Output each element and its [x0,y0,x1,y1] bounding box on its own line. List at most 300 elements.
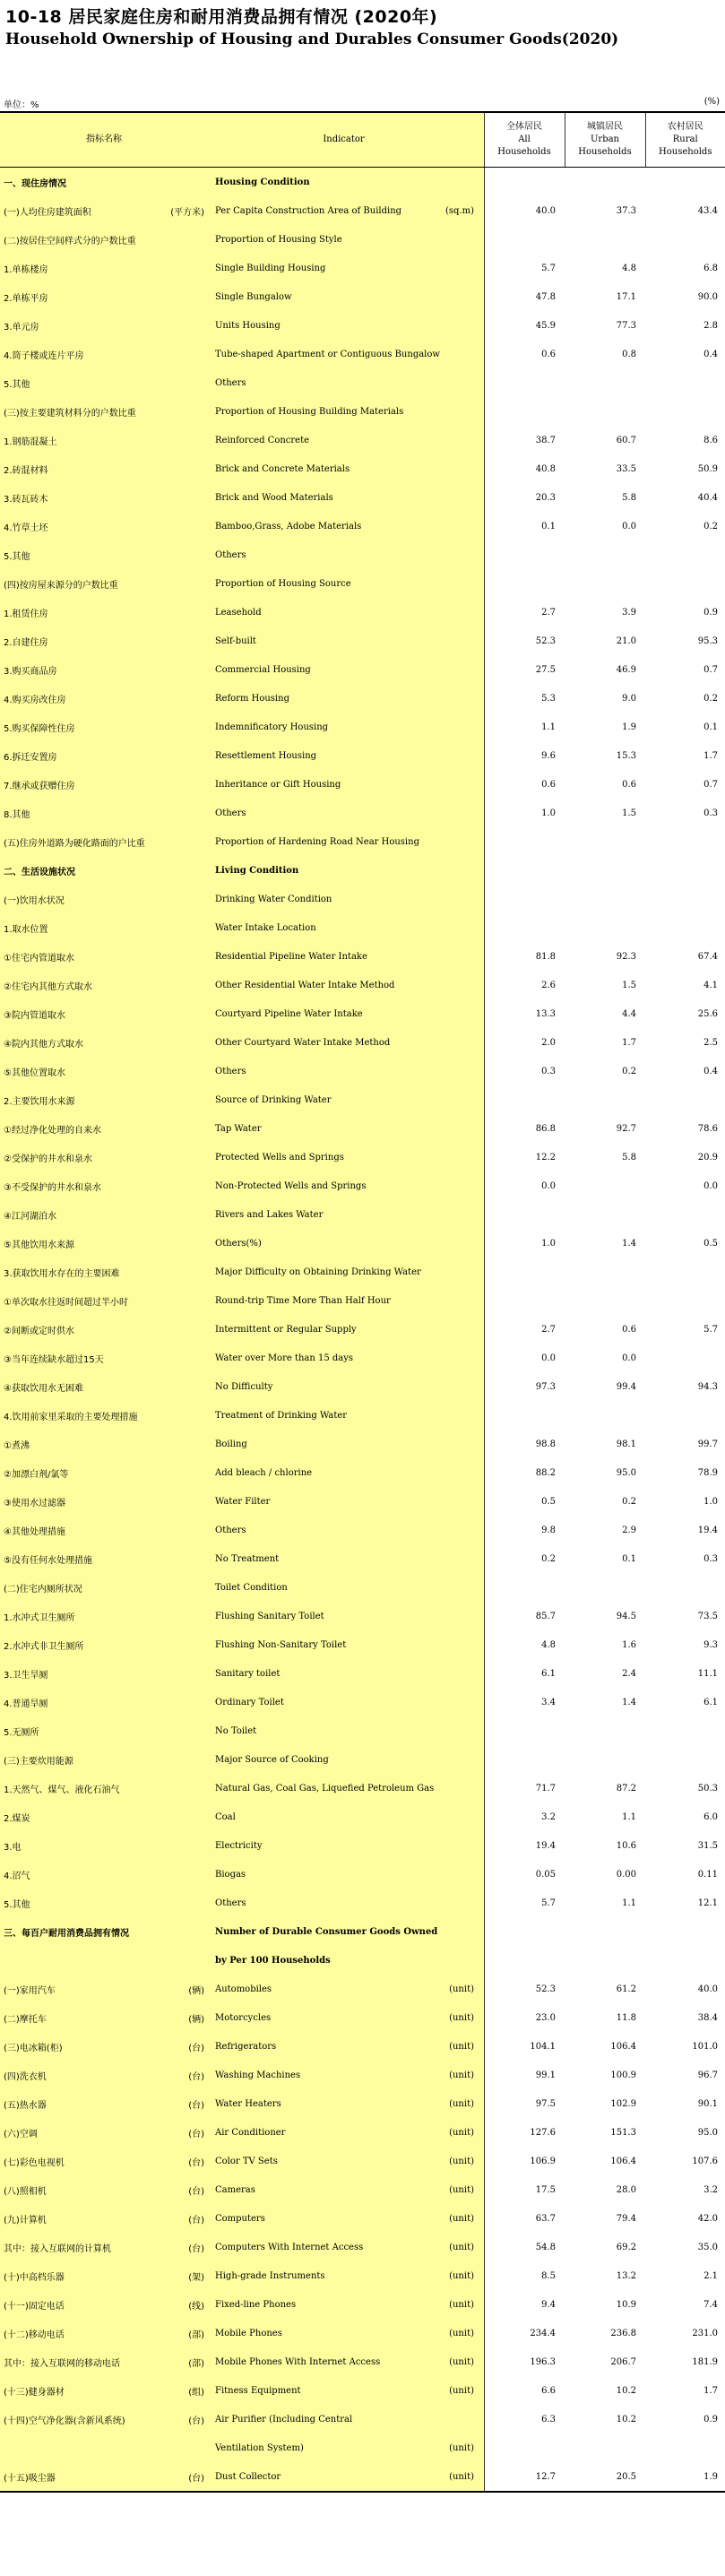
value-all-households: 19.4 [535,1840,556,1851]
value-rural-households: 101.0 [692,2041,718,2052]
indicator-name-en [208,1802,479,1831]
value-all-households: 0.3 [541,1066,556,1076]
indicator-name-en [208,2118,479,2147]
value-urban-households: 13.2 [616,2270,636,2281]
indicator-name-en-text: Single Bungalow [215,291,292,302]
indicator-name-cn [0,196,208,225]
value-rural-households: 8.6 [703,435,718,445]
indicator-name-cn [0,168,208,197]
table-row [0,1889,725,1917]
indicator-name-cn-text: 1.单栋楼房 [4,264,48,275]
indicator-name-en [208,168,479,197]
indicator-name-en-text: Dust Collector [215,2471,281,2482]
indicator-name-en-text: Bamboo,Grass, Adobe Materials [215,521,362,532]
value-urban-households [565,225,645,254]
indicator-name-cn-text: (二)摩托车 [4,2014,47,2025]
indicator-name-cn [0,885,208,913]
indicator-name-cn [0,942,208,971]
table-row [0,655,725,684]
indicator-unit-cn: (台) [188,2071,204,2082]
value-urban-households: 0.1 [622,1553,636,1564]
indicator-name-cn-text: (十三)健身器材 [4,2387,65,2398]
value-rural-households: 0.3 [703,1553,718,1564]
indicator-name-en-text: Others [215,1525,246,1535]
unit-label-right: (%) [703,97,720,107]
table-row [0,569,725,598]
table-row [0,2376,725,2405]
table-row [0,827,725,856]
table-row [0,627,725,655]
table-row [0,684,725,713]
value-all-households: 47.8 [535,291,556,302]
value-rural-households: 7.4 [703,2299,718,2310]
value-all-households [484,1085,565,1114]
value-rural-households: 0.0 [703,1180,718,1191]
value-rural-households: 19.4 [697,1525,718,1535]
header-urban-en1: Urban [590,134,619,144]
indicator-name-en-text: Per Capita Construction Area of Building [215,205,402,216]
indicator-name-cn-text: 4.沼气 [4,1871,30,1881]
indicator-name-cn-text: 2.砖混材料 [4,465,48,476]
indicator-name-en [208,512,479,540]
header-name-en: Indicator [208,112,479,168]
indicator-name-en-text: Cameras [215,2184,255,2195]
value-urban-households: 0.2 [622,1496,636,1507]
value-rural-households: 50.3 [697,1783,718,1794]
indicator-name-cn [0,1085,208,1114]
indicator-name-cn-text: ④获取饮用水无困难 [4,1383,83,1394]
indicator-name-cn [0,2405,208,2433]
value-urban-households: 4.8 [622,263,636,273]
value-rural-households: 90.0 [697,291,718,302]
value-all-households: 13.3 [535,1008,556,1019]
indicator-name-cn [0,1057,208,1085]
indicator-unit-en: (unit) [449,2385,474,2396]
indicator-name-cn-text: 4.筒子楼或连片平房 [4,350,84,361]
value-urban-households [565,1716,645,1745]
indicator-name-en [208,1774,479,1802]
indicator-name-cn [0,627,208,655]
indicator-name-en [208,397,479,426]
value-urban-households: 69.2 [616,2242,636,2252]
indicator-name-en-text: Fixed-line Phones [215,2299,297,2310]
table-row [0,2089,725,2118]
value-urban-households: 28.0 [616,2184,636,2195]
indicator-name-cn-text: 3.获取饮用水存在的主要困难 [4,1268,120,1279]
header-rural-cn: 农村居民 [667,122,703,132]
indicator-name-en-text: Water over More than 15 days [215,1353,354,1363]
indicator-name-en-text: Others [215,377,246,388]
indicator-name-cn [0,426,208,454]
value-rural-households: 90.1 [697,2098,718,2109]
indicator-name-en [208,311,479,340]
value-urban-households [565,168,645,197]
table-row [0,1544,725,1573]
indicator-name-cn [0,1487,208,1516]
indicator-name-cn-text: (四)洗衣机 [4,2071,47,2082]
indicator-name-en-text: Reform Housing [215,693,289,704]
indicator-name-en [208,1516,479,1544]
indicator-name-en [208,1630,479,1659]
value-urban-households [565,913,645,942]
indicator-name-en [208,483,479,512]
table-row [0,2175,725,2204]
indicator-unit-en: (unit) [449,2242,474,2252]
value-rural-households [645,1200,725,1229]
value-urban-households [565,1286,645,1315]
value-all-households: 0.6 [541,349,556,359]
value-all-households: 20.3 [535,492,556,503]
value-urban-households: 99.4 [616,1381,636,1392]
value-rural-households [645,885,725,913]
indicator-name-cn [0,2032,208,2061]
value-urban-households: 15.3 [616,750,636,761]
value-rural-households: 38.4 [697,2012,718,2023]
indicator-name-cn-text: 3.砖瓦砖木 [4,494,48,505]
value-urban-households [565,856,645,885]
indicator-unit-en: (unit) [449,2127,474,2138]
indicator-name-cn-text: 4.普通旱厕 [4,1699,48,1709]
indicator-name-cn-text: 2.自建住房 [4,637,48,648]
value-all-households [484,856,565,885]
indicator-name-en [208,2347,479,2376]
indicator-name-cn [0,2261,208,2290]
indicator-name-cn-text: (二)住宅内厕所状况 [4,1584,82,1595]
value-all-households: 2.6 [541,980,556,990]
indicator-name-en-text: Indemnificatory Housing [215,722,329,732]
indicator-name-cn-text: (一)饮用水状况 [4,895,65,906]
value-rural-households: 25.6 [697,1008,718,1019]
value-rural-households: 0.4 [703,349,718,359]
indicator-name-cn [0,655,208,684]
value-rural-households: 35.0 [697,2242,718,2252]
indicator-name-cn-text: (十)中高档乐器 [4,2272,65,2283]
indicator-name-en-text: Others [215,549,246,560]
value-rural-households: 0.3 [703,808,718,818]
indicator-name-cn-text: ⑤其他饮用水来源 [4,1240,74,1250]
indicator-name-cn-text: ③不受保护的井水和泉水 [4,1182,101,1193]
indicator-name-cn [0,2462,208,2492]
indicator-name-en-text: Color TV Sets [215,2156,278,2166]
indicator-name-cn [0,2175,208,2204]
value-urban-households [565,368,645,397]
value-rural-households: 12.1 [697,1897,718,1908]
indicator-name-cn-text: ④院内其他方式取水 [4,1039,83,1050]
indicator-name-en-text: No Toilet [215,1725,257,1736]
indicator-name-en-text: by Per 100 Households [215,1955,331,1966]
indicator-name-cn [0,770,208,799]
indicator-name-en [208,1688,479,1716]
value-all-households: 234.4 [530,2328,556,2338]
value-all-households: 12.2 [535,1152,556,1163]
indicator-name-cn [0,454,208,483]
table-row [0,2204,725,2233]
indicator-name-cn-text: (一)人均住房建筑面积 [4,207,91,218]
indicator-name-cn-text: (七)彩色电视机 [4,2157,65,2168]
table-row [0,168,725,197]
indicator-name-en [208,1315,479,1344]
value-all-households: 98.8 [535,1439,556,1449]
value-all-households: 1.0 [541,1238,556,1249]
table-row [0,1688,725,1716]
value-urban-households: 95.0 [616,1467,636,1478]
table-row [0,1630,725,1659]
value-all-households: 9.6 [541,750,556,761]
value-all-households: 0.0 [541,1353,556,1363]
indicator-name-en-text: Coal [215,1811,236,1822]
indicator-unit-en: (unit) [449,2184,474,2195]
indicator-name-en-text: Water Intake Location [215,922,316,933]
indicator-name-cn-text: 2.煤炭 [4,1813,30,1824]
indicator-name-cn [0,1602,208,1630]
value-urban-households: 106.4 [610,2041,636,2052]
value-urban-households: 1.9 [622,722,636,732]
value-all-households: 1.1 [541,722,556,732]
indicator-unit-cn: (线) [188,2301,204,2312]
indicator-name-en-text: Automobiles [215,1984,272,1994]
table-row [0,2319,725,2347]
table-row [0,1372,725,1401]
table-row [0,2462,725,2492]
indicator-name-en-text: Commercial Housing [215,664,311,675]
table-row [0,1975,725,2003]
table-row [0,1802,725,1831]
indicator-name-en-text: Proportion of Housing Source [215,578,351,589]
indicator-name-cn [0,1401,208,1430]
indicator-name-cn [0,2319,208,2347]
table-row [0,1028,725,1057]
indicator-unit-cn: (台) [188,2243,204,2254]
indicator-name-en [208,598,479,627]
indicator-name-cn [0,397,208,426]
value-rural-households: 6.0 [703,1811,718,1822]
indicator-name-en [208,1544,479,1573]
indicator-name-cn [0,2147,208,2175]
table-row [0,2405,725,2433]
value-all-households: 97.3 [535,1381,556,1392]
indicator-name-cn [0,483,208,512]
indicator-name-cn [0,1286,208,1315]
indicator-name-en [208,454,479,483]
indicator-name-cn-text: 2.水冲式非卫生厕所 [4,1641,84,1652]
indicator-name-en [208,1831,479,1860]
value-rural-households [645,397,725,426]
indicator-name-en-text: Housing Condition [215,177,310,187]
value-all-households: 196.3 [530,2356,556,2367]
value-rural-households: 2.8 [703,320,718,331]
value-urban-households: 1.7 [622,1037,636,1048]
value-all-households: 52.3 [535,1984,556,1994]
indicator-unit-cn: (台) [188,2043,204,2053]
value-urban-households: 60.7 [616,435,636,445]
table-row [0,1258,725,1286]
value-all-households [484,827,565,856]
indicator-name-cn-text: ②住宅内其他方式取水 [4,981,92,992]
table-row [0,2347,725,2376]
indicator-name-cn-text: ①经过净化处理的自来水 [4,1125,101,1136]
value-rural-households [645,540,725,569]
indicator-unit-en: (unit) [449,2213,474,2224]
value-all-households: 5.7 [541,1897,556,1908]
indicator-name-en-text: Others [215,808,246,818]
indicator-name-en [208,1143,479,1171]
value-rural-households [645,1258,725,1286]
value-urban-households [565,1946,645,1975]
indicator-name-en-text: Source of Drinking Water [215,1094,332,1105]
indicator-name-en [208,2433,479,2462]
indicator-name-cn-text: 3.购买商品房 [4,666,57,677]
indicator-unit-cn: (台) [188,2100,204,2111]
indicator-name-cn [0,799,208,827]
value-rural-households: 95.3 [697,635,718,646]
indicator-unit-cn: (辆) [188,1985,204,1996]
table-row [0,196,725,225]
table-row [0,1430,725,1458]
value-urban-households: 46.9 [616,664,636,675]
header-rural-en2: Households [659,147,712,157]
indicator-name-cn-text: 4.购买房改住房 [4,695,66,705]
indicator-name-cn-text: 3.单元房 [4,322,39,333]
value-urban-households: 0.0 [622,521,636,532]
value-urban-households: 0.8 [622,349,636,359]
indicator-name-en [208,2290,479,2319]
value-rural-households [645,1946,725,1975]
value-urban-households: 2.4 [622,1668,636,1679]
indicator-name-cn-text: 8.其他 [4,809,30,820]
table-row [0,942,725,971]
table-row [0,1200,725,1229]
value-all-households [484,368,565,397]
header-urban-en2: Households [578,147,632,157]
indicator-name-cn [0,2003,208,2032]
value-all-households [484,397,565,426]
value-urban-households [565,1745,645,1774]
value-all-households: 2.0 [541,1037,556,1048]
value-all-households: 5.3 [541,693,556,704]
indicator-name-cn-text: 三、每百户耐用消费品拥有情况 [4,1928,129,1939]
indicator-name-en [208,684,479,713]
indicator-name-en [208,799,479,827]
value-all-households: 6.1 [541,1668,556,1679]
indicator-name-cn-text: 2.单栋平房 [4,293,48,304]
value-urban-households: 4.4 [622,1008,636,1019]
value-rural-households: 9.3 [703,1639,718,1650]
indicator-name-cn-text: 2.主要饮用水来源 [4,1096,75,1107]
indicator-name-cn [0,368,208,397]
indicator-name-en-text: Air Conditioner [215,2127,286,2138]
indicator-name-en-text: Living Condition [215,865,299,876]
indicator-name-en [208,1458,479,1487]
indicator-name-cn [0,684,208,713]
indicator-name-cn [0,1630,208,1659]
indicator-name-cn [0,856,208,885]
value-urban-households: 10.9 [616,2299,636,2310]
indicator-unit-en: (unit) [449,2442,474,2453]
indicator-name-cn-text: 7.继承或获赠住房 [4,781,75,791]
value-all-households: 99.1 [535,2070,556,2080]
indicator-name-en-text: Tap Water [215,1123,262,1134]
indicator-name-en-text: Electricity [215,1840,263,1851]
indicator-name-cn [0,1114,208,1143]
value-urban-households: 79.4 [616,2213,636,2224]
value-all-households [484,1917,565,1946]
indicator-name-cn-text: 1.租赁住房 [4,609,48,619]
value-urban-households: 77.3 [616,320,636,331]
indicator-unit-en: (unit) [449,2328,474,2338]
indicator-name-cn [0,225,208,254]
indicator-name-cn-text: ④其他处理措施 [4,1526,65,1537]
indicator-unit-en: (unit) [449,2156,474,2166]
indicator-name-cn [0,1688,208,1716]
value-rural-households [645,1745,725,1774]
value-urban-households: 10.6 [616,1840,636,1851]
indicator-name-cn [0,1544,208,1573]
value-rural-households: 0.7 [703,779,718,790]
value-urban-households [565,397,645,426]
indicator-name-en-text: Water Filter [215,1496,271,1507]
value-all-households: 63.7 [535,2213,556,2224]
value-all-households: 5.7 [541,263,556,273]
indicator-name-en [208,1716,479,1745]
indicator-name-en [208,885,479,913]
indicator-name-en [208,1917,479,1946]
table-row [0,885,725,913]
indicator-name-cn [0,311,208,340]
value-all-households: 4.8 [541,1639,556,1650]
indicator-name-cn [0,1143,208,1171]
indicator-unit-en: (unit) [449,2041,474,2052]
value-rural-households: 1.0 [703,1496,718,1507]
value-urban-households [565,1200,645,1229]
indicator-name-cn [0,512,208,540]
value-rural-households: 3.2 [703,2184,718,2195]
indicator-name-en-text: Ventilation System) [215,2442,304,2453]
indicator-unit-cn: (组) [188,2387,204,2398]
value-urban-households [565,1258,645,1286]
table-title-chinese: 10-18 居民家庭住房和耐用消费品拥有情况 (2020年) [5,7,438,27]
value-all-households: 8.5 [541,2270,556,2281]
table-row [0,1860,725,1889]
indicator-name-en-text: Others [215,1066,246,1076]
indicator-name-cn [0,913,208,942]
indicator-unit-cn: (平方米) [170,207,204,218]
table-row [0,1573,725,1602]
value-urban-households: 10.2 [616,2385,636,2396]
value-rural-households [645,1344,725,1372]
value-all-households [484,1716,565,1745]
value-all-households: 40.8 [535,463,556,474]
indicator-name-en [208,1258,479,1286]
indicator-name-en [208,1028,479,1057]
value-all-households: 54.8 [535,2242,556,2252]
header-name-cn: 指标名称 [0,112,208,168]
indicator-unit-cn: (部) [188,2358,204,2369]
value-all-households: 0.2 [541,1553,556,1564]
value-urban-households: 0.2 [622,1066,636,1076]
indicator-name-cn-text: (二)按居住空间样式分的户数比重 [4,236,136,246]
indicator-name-en [208,1573,479,1602]
value-rural-households [645,1401,725,1430]
header-urban-cn: 城镇居民 [587,122,623,132]
value-rural-households: 5.7 [703,1324,718,1335]
value-rural-households: 94.3 [697,1381,718,1392]
value-all-households: 0.6 [541,779,556,790]
value-all-households: 23.0 [535,2012,556,2023]
table-row [0,1774,725,1802]
value-rural-households: 78.9 [697,1467,718,1478]
indicator-name-cn [0,1458,208,1487]
indicator-name-en [208,2319,479,2347]
